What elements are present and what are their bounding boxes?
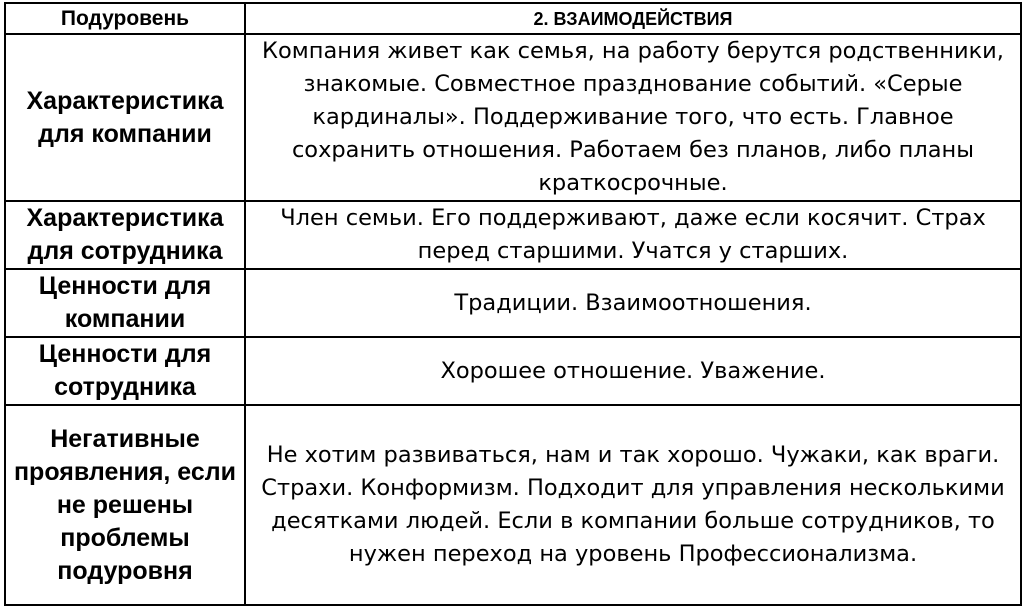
row-label-negative-manifestations: Негативные проявления, если не решены проблемы подуровня — [5, 405, 245, 605]
table-row — [5, 34, 1021, 201]
table-row — [5, 201, 1021, 269]
levels-table — [4, 2, 1022, 606]
row-label-company-characteristic: Характеристика для компании — [5, 34, 245, 201]
table-row — [5, 269, 1021, 337]
header-sublevel: Подуровень — [5, 3, 245, 34]
table-row — [5, 337, 1021, 405]
row-value-company-values: Традиции. Взаимоотношения. — [245, 269, 1021, 337]
row-label-employee-values: Ценности для сотрудника — [5, 337, 245, 405]
row-value-employee-values: Хорошее отношение. Уважение. — [245, 337, 1021, 405]
header-interactions: 2. ВЗАИМОДЕЙСТВИЯ — [245, 3, 1021, 34]
row-label-company-values: Ценности для компании — [5, 269, 245, 337]
header-row — [5, 3, 1021, 34]
row-value-negative-manifestations: Не хотим развиваться, нам и так хорошо. Чужаки, как враги. Страхи. Конформизм. Подходит для управления несколькими десятками людей. Если в компании больше сотрудников, то нужен переход на уровень Профессионализма. — [245, 405, 1021, 605]
row-value-employee-characteristic: Член семьи. Его поддерживают, даже если косячит. Страх перед старшими. Учатся у старших. — [245, 201, 1021, 269]
row-label-employee-characteristic: Характеристика для сотрудника — [5, 201, 245, 269]
row-value-company-characteristic: Компания живет как семья, на работу берутся родственники, знакомые. Совместное празднование событий. «Серые кардиналы». Поддерживание того, что есть. Главное сохранить отношения. Работаем без планов, либо планы краткосрочные. — [245, 34, 1021, 201]
table-row — [5, 405, 1021, 605]
